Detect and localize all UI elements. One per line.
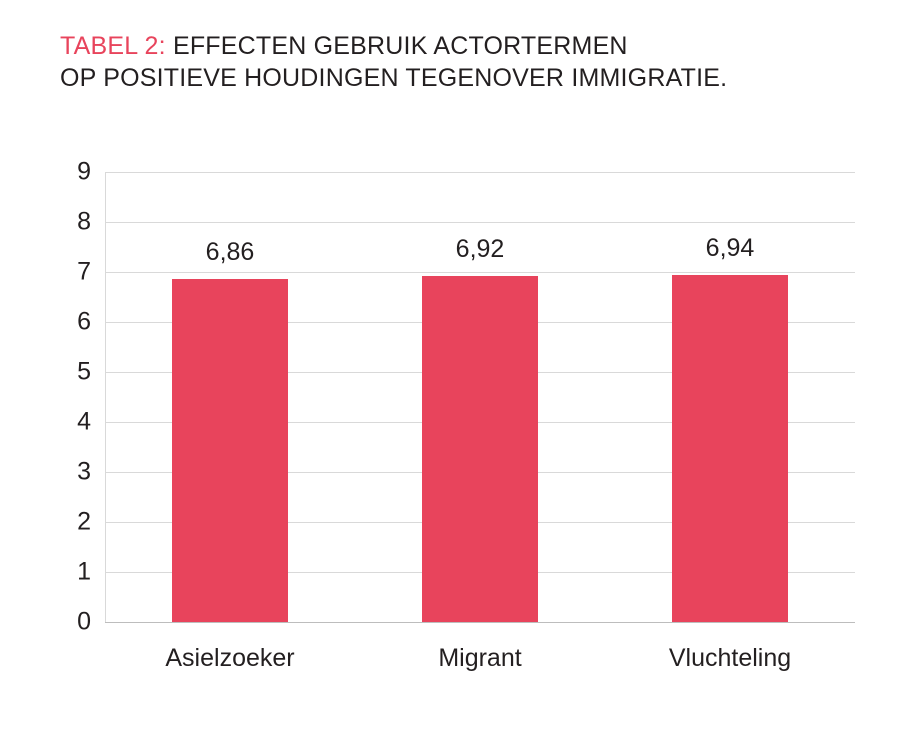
category-label-vluchteling: Vluchteling (668, 644, 792, 672)
bar-value-label: 6,86 (205, 238, 255, 267)
chart-title-line-1-rest: EFFECTEN GEBRUIK ACTORTERMEN (165, 32, 628, 60)
y-tick-label: 4 (77, 407, 91, 436)
bar-asielzoeker[interactable] (172, 279, 288, 622)
bar-value-label: 6,94 (705, 234, 755, 263)
y-tick-label: 1 (77, 557, 91, 586)
chart-title-line-2: OP POSITIEVE HOUDINGEN TEGENOVER IMMIGRATIE. (60, 64, 728, 92)
bar-group (105, 172, 855, 672)
chart-title-line-1 (60, 30, 860, 62)
bar-chart (60, 150, 860, 690)
y-tick-label: 8 (77, 207, 91, 236)
bar-value-label: 6,92 (455, 235, 505, 263)
chart-title-accent: TABEL 2: (60, 32, 166, 60)
bar-vluchteling[interactable] (672, 275, 788, 622)
y-tick-label: 5 (77, 357, 91, 386)
y-tick-label: 9 (77, 157, 91, 186)
y-tick-label: 7 (77, 257, 91, 286)
bar-slot (605, 172, 855, 672)
y-tick-label: 0 (77, 607, 91, 636)
category-label-migrant: Migrant (438, 644, 522, 672)
category-label-asielzoeker: Asielzoeker (165, 644, 295, 672)
gridline-baseline (77, 607, 855, 636)
plot-area (77, 157, 855, 672)
bar-migrant[interactable] (422, 276, 538, 622)
bar-slot (105, 172, 355, 672)
y-tick-label: 2 (77, 507, 91, 536)
bar-slot (355, 172, 605, 672)
y-tick-label: 6 (77, 307, 91, 336)
y-tick-label: 3 (77, 457, 91, 486)
chart-title (60, 30, 860, 94)
